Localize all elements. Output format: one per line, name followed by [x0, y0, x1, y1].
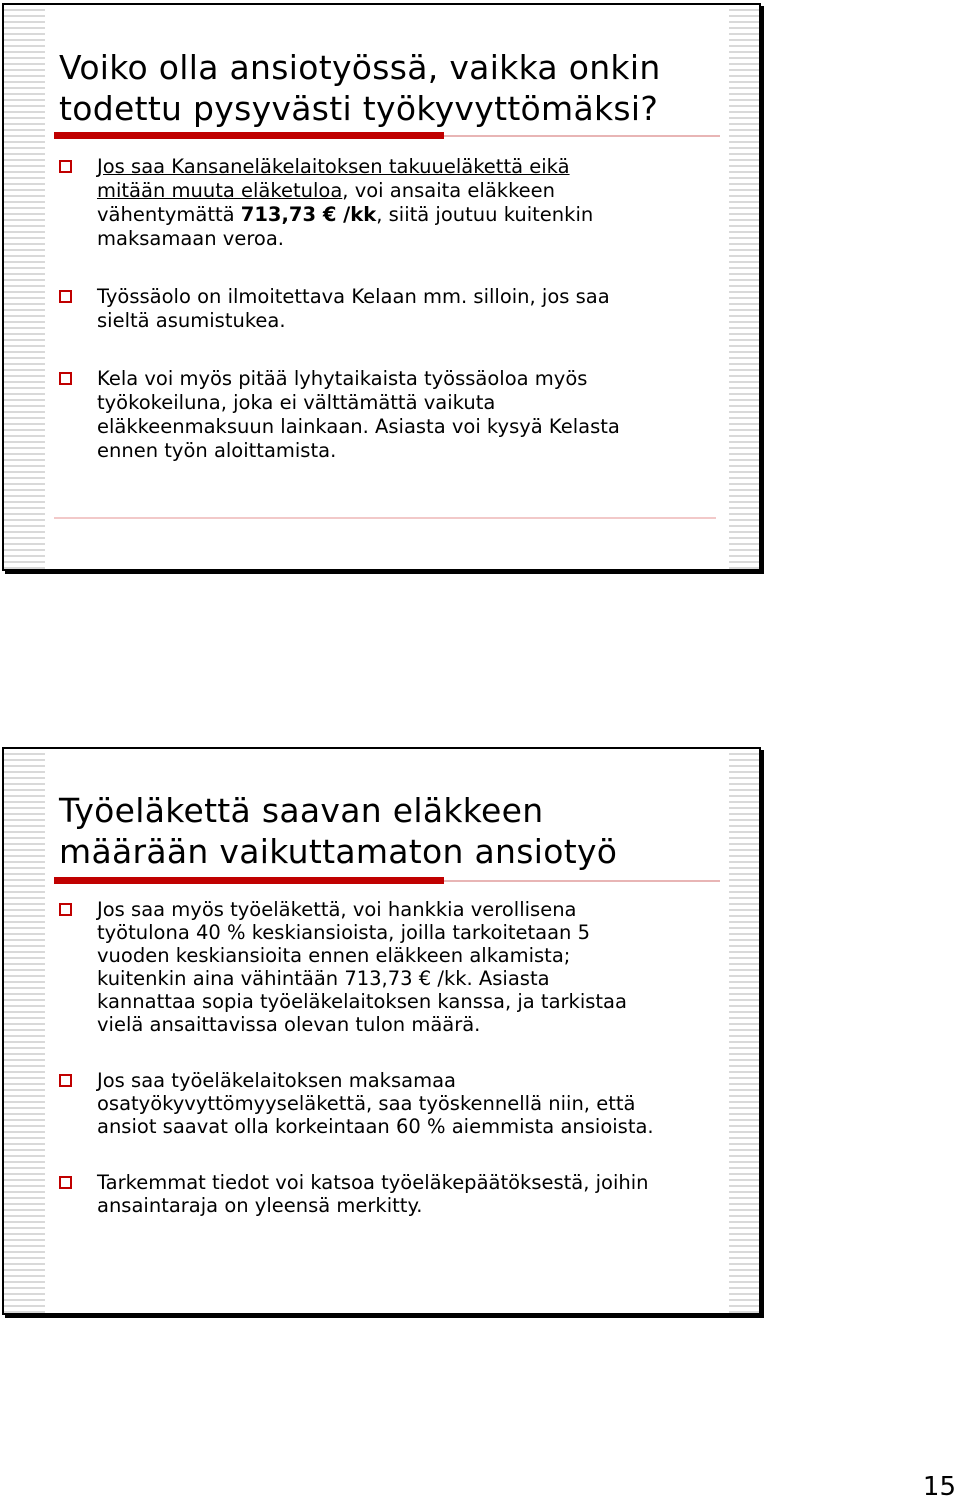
bullet-text: Tarkemmat tiedot voi katsoa työeläkepäätöksestä, joihin ansaintaraja on yleensä merkitty. [97, 1171, 649, 1217]
square-bullet-icon [59, 903, 72, 916]
square-bullet-icon [59, 372, 72, 385]
bullet-text-underlined: Jos saa Kansaneläkelaitoksen takuueläkettä eikä mitään muuta eläketuloa [97, 155, 570, 202]
slide-title: Voiko olla ansiotyössä, vaikka onkin todettu pysyvästi työkyvyttömäksi? [59, 48, 661, 128]
bullet-item [56, 285, 729, 333]
bullet-item [56, 367, 729, 463]
bullet-text-bold: 713,73 € /kk [240, 203, 377, 226]
title-divider [54, 135, 720, 137]
bullet-item [56, 155, 729, 251]
square-bullet-icon [59, 1176, 72, 1189]
bullet-text: , voi ansaita eläkkeen vähentymättä [97, 179, 556, 226]
slide-title: Työeläkettä saavan eläkkeen määrään vaikuttamaton ansiotyö [59, 791, 618, 871]
bullet-text: Työssäolo on ilmoitettava Kelaan mm. silloin, jos saa sieltä asumistukea. [97, 285, 610, 332]
bullet-text: Jos saa myös työeläkettä, voi hankkia verollisena työtulona 40 % keskiansioista, joilla tarkoitetaan 5 vuoden keskiansioita ennen eläkkeen alkamista; kuitenkin aina vähintään 713,73 € /kk. Asiasta kannattaa sopia työeläkelaitoksen kanssa, ja tarkistaa vielä ansaittavissa olevan tulon määrä. [97, 898, 627, 1036]
bullet-list [56, 155, 729, 497]
page-number: 15 [922, 1472, 956, 1502]
slide-1 [2, 3, 761, 571]
square-bullet-icon [59, 290, 72, 303]
bullet-text: Jos saa työeläkelaitoksen maksamaa osatyökyvyttömyyseläkettä, saa työskennellä niin, että ansiot saavat olla korkeintaan 60 % aiemmista ansioista. [97, 1069, 654, 1138]
bullet-item [56, 898, 729, 1036]
slide-2 [2, 747, 761, 1315]
square-bullet-icon [59, 160, 72, 173]
bullet-item [56, 1069, 729, 1138]
square-bullet-icon [59, 1074, 72, 1087]
bullet-text: Kela voi myös pitää lyhytaikaista työssäoloa myös työkokeiluna, joka ei välttämättä vaikuta eläkkeenmaksuun lainkaan. Asiasta voi kysyä Kelasta ennen työn aloittamista. [97, 367, 620, 462]
footer-divider [54, 517, 716, 519]
bullet-list [56, 898, 729, 1250]
bullet-text: , siitä joutuu kuitenkin maksamaan veroa. [97, 203, 594, 250]
bullet-item [56, 1171, 729, 1217]
title-divider [54, 880, 720, 882]
